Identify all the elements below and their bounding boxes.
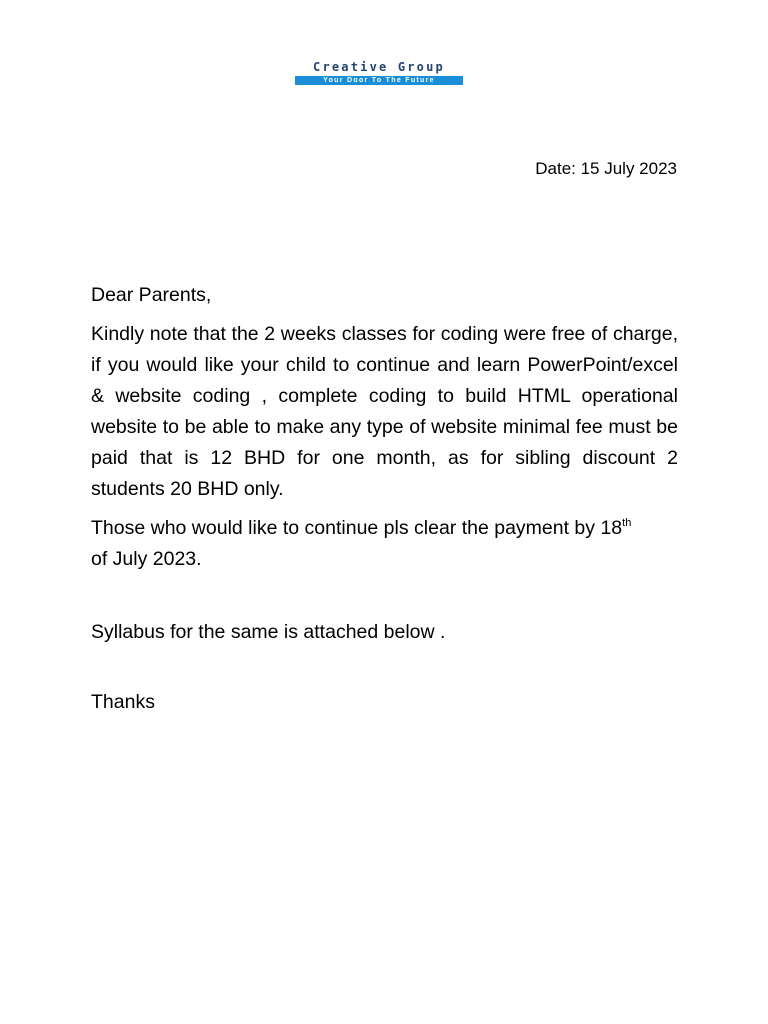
syllabus-note: Syllabus for the same is attached below . bbox=[91, 621, 446, 643]
company-logo bbox=[295, 60, 463, 88]
logo-tagline: Your Door To The Future bbox=[295, 76, 463, 85]
closing: Thanks bbox=[91, 691, 155, 713]
payment-deadline-paragraph bbox=[91, 513, 678, 575]
fee-paragraph: Kindly note that the 2 weeks classes for coding were free of charge, if you would like your child to continue and learn PowerPoint/excel & website coding , complete coding to build HTML operational website to be able to make any type of website minimal fee must be paid that is 12 BHD for one month, as for sibling discount 2 students 20 BHD only. bbox=[91, 323, 678, 500]
payment-deadline-text: Those who would like to continue pls clear the payment by 18 bbox=[91, 517, 623, 539]
letter-body bbox=[91, 280, 678, 726]
salutation: Dear Parents, bbox=[91, 284, 212, 306]
logo-title: Creative Group bbox=[313, 60, 445, 74]
letter-date: Date: 15 July 2023 bbox=[535, 159, 677, 178]
payment-deadline-month: of July 2023. bbox=[91, 548, 202, 570]
ordinal-suffix: th bbox=[622, 517, 632, 529]
